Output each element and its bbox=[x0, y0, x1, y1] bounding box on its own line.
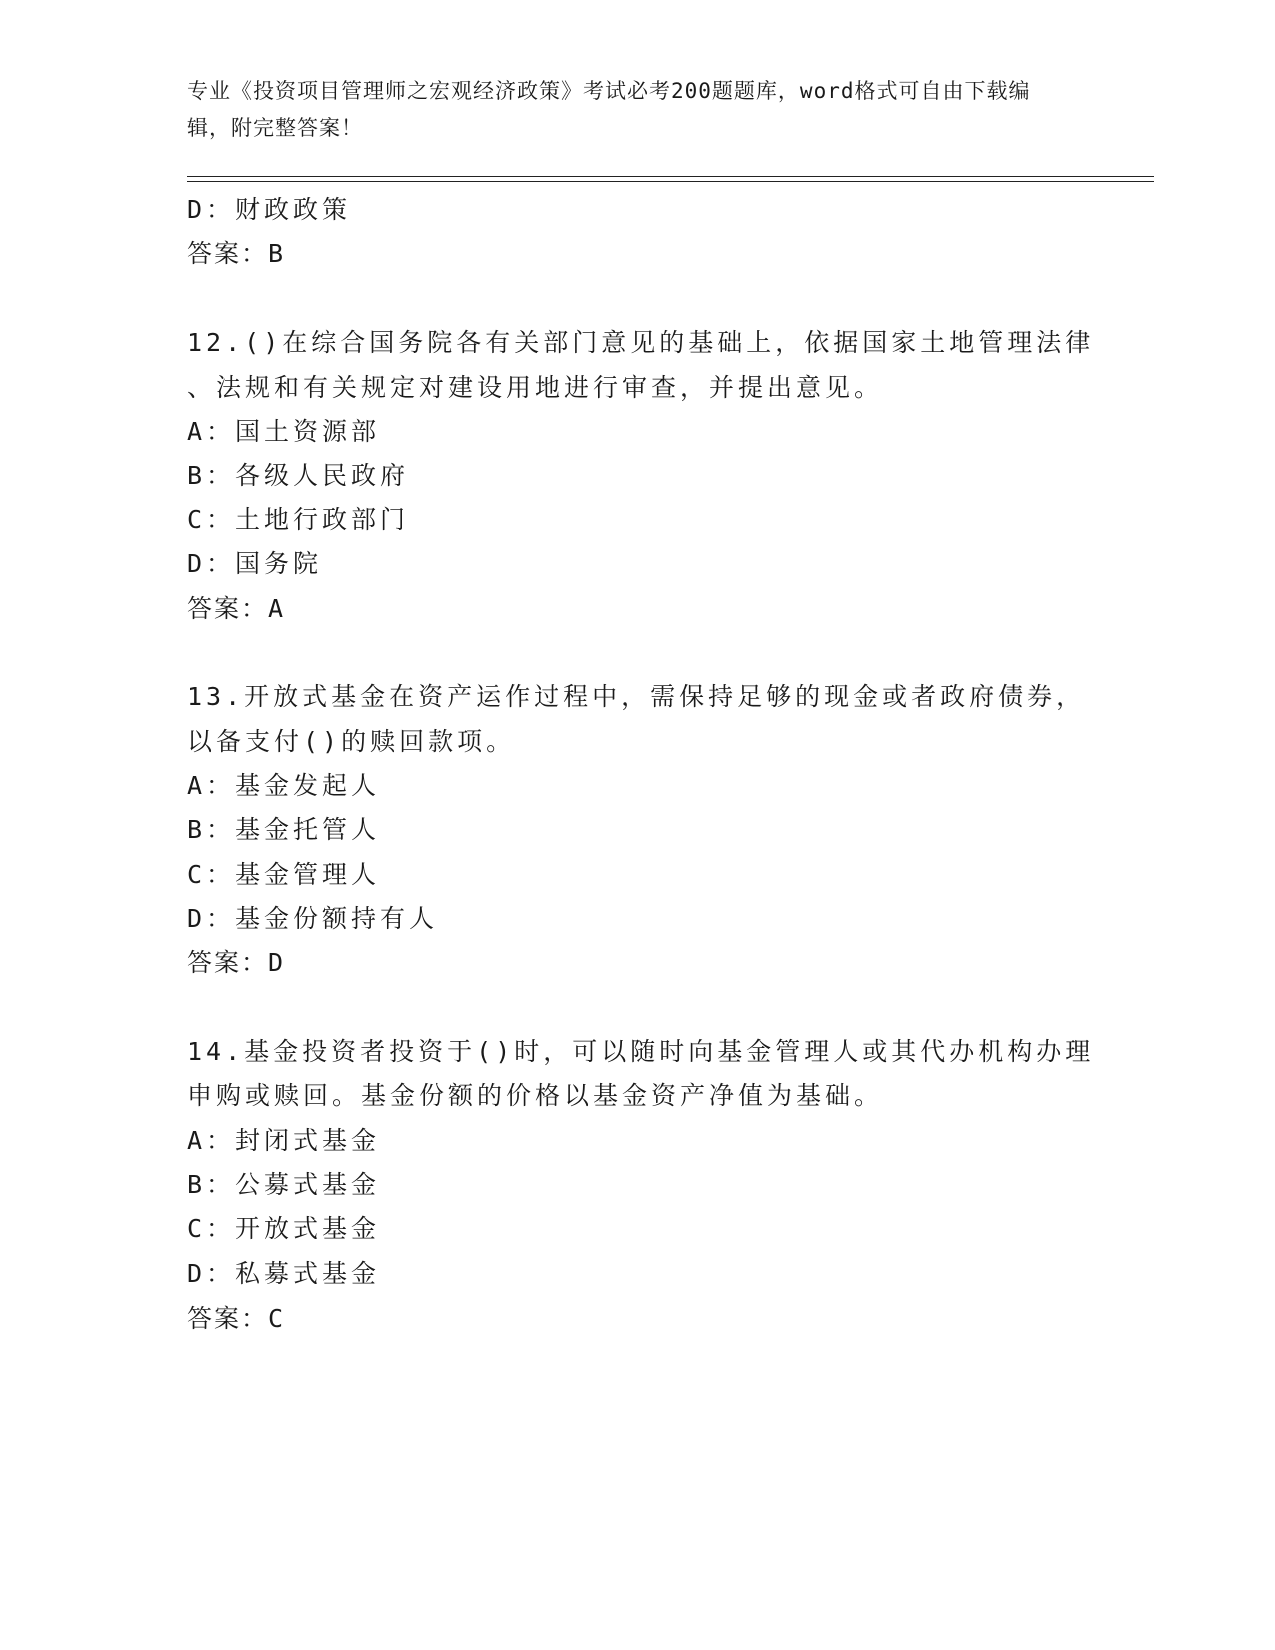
q12-stem-line2: 、法规和有关规定对建设用地进行审查，并提出意见。 bbox=[187, 373, 884, 402]
answer-value: A bbox=[268, 594, 286, 623]
q13-option-c: C：基金管理人 bbox=[187, 860, 381, 889]
q13-option-d: D：基金份额持有人 bbox=[187, 904, 439, 933]
answer-value: C bbox=[268, 1304, 286, 1333]
q11-option-d: D：财政政策 bbox=[187, 195, 352, 224]
q13-stem-line2: 以备支付()的赎回款项。 bbox=[187, 727, 516, 756]
q14-stem-line2: 申购或赎回。基金份额的价格以基金资产净值为基础。 bbox=[187, 1081, 884, 1110]
q13-stem-line1: 13.开放式基金在资产运作过程中，需保持足够的现金或者政府债券， bbox=[187, 682, 1086, 711]
q13-answer bbox=[187, 948, 285, 978]
q14-stem-line1: 14.基金投资者投资于()时，可以随时向基金管理人或其代办机构办理 bbox=[187, 1037, 1095, 1066]
q12-option-b: B：各级人民政府 bbox=[187, 461, 410, 490]
answer-value: D bbox=[268, 948, 286, 977]
q14-answer bbox=[187, 1304, 285, 1334]
q14-option-a: A：封闭式基金 bbox=[187, 1126, 381, 1155]
q13-option-a: A：基金发起人 bbox=[187, 771, 381, 800]
answer-label: 答案： bbox=[187, 1304, 269, 1333]
q14-option-b: B：公募式基金 bbox=[187, 1170, 381, 1199]
header-rule-top bbox=[187, 176, 1154, 177]
q12-option-d: D：国务院 bbox=[187, 549, 323, 578]
answer-value: B bbox=[268, 239, 286, 268]
header-rule-bottom bbox=[187, 181, 1154, 182]
q13-option-b: B：基金托管人 bbox=[187, 815, 381, 844]
q12-option-c: C：土地行政部门 bbox=[187, 505, 410, 534]
q14-option-d: D：私募式基金 bbox=[187, 1259, 381, 1288]
document-header: 专业《投资项目管理师之宏观经济政策》考试必考200题题库，word格式可自由下载编辑，附完整答案！ bbox=[187, 79, 1031, 140]
q12-stem-line1: 12.()在综合国务院各有关部门意见的基础上，依据国家土地管理法律 bbox=[187, 328, 1095, 357]
answer-label: 答案： bbox=[187, 948, 269, 977]
q12-option-a: A：国土资源部 bbox=[187, 417, 381, 446]
answer-label: 答案： bbox=[187, 594, 269, 623]
answer-label: 答案： bbox=[187, 239, 269, 268]
q12-answer bbox=[187, 594, 285, 624]
q11-answer bbox=[187, 239, 285, 269]
q14-option-c: C：开放式基金 bbox=[187, 1214, 381, 1243]
